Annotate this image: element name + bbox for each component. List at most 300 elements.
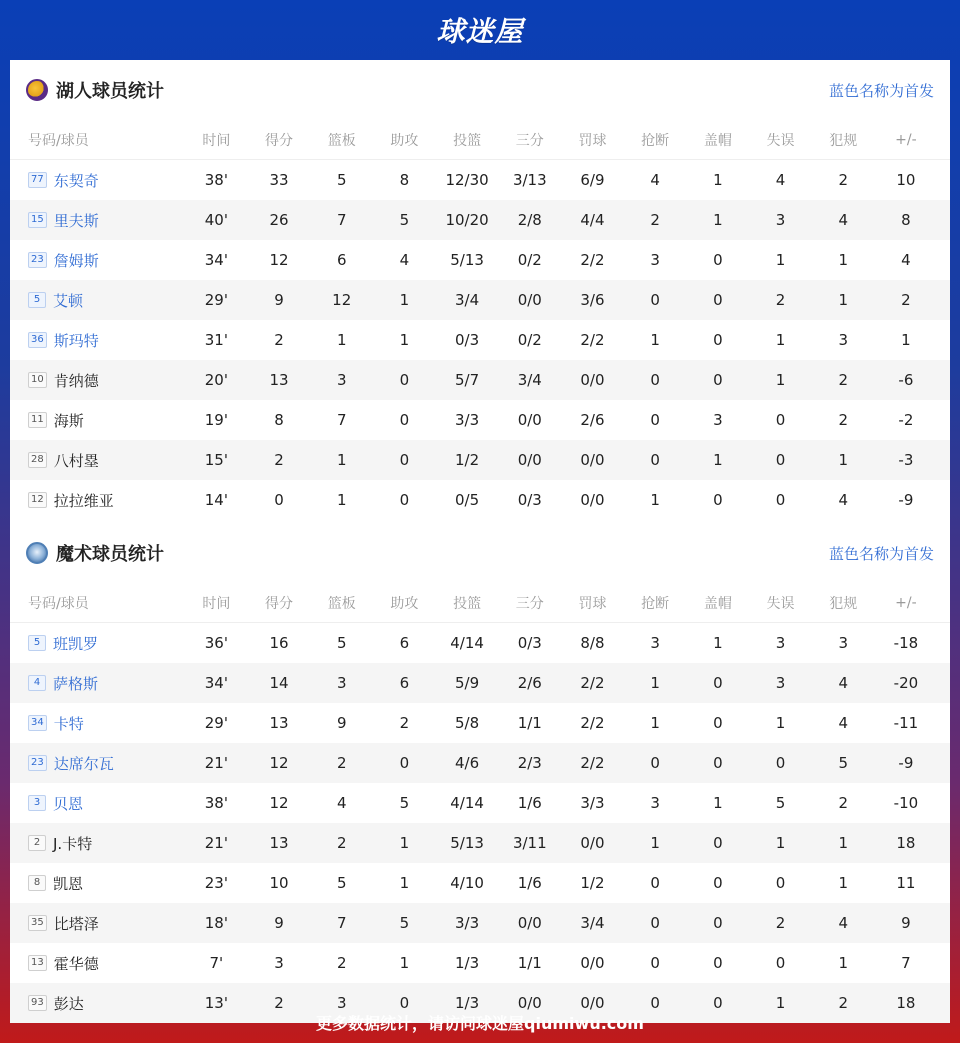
starter-legend-note: 蓝色名称为首发 <box>828 81 934 100</box>
stat-cell: 4 <box>838 914 848 932</box>
stat-cell: 29' <box>204 714 228 732</box>
stat-cell: 1 <box>713 794 723 812</box>
stat-cell: 1 <box>775 331 786 349</box>
stat-cell: 14 <box>269 674 289 692</box>
jersey-number-badge: 13 <box>28 955 47 971</box>
stat-cell: 5/8 <box>455 714 480 732</box>
stat-cell: 3/3 <box>580 794 605 812</box>
stat-cell: -10 <box>893 794 919 812</box>
column-header: 罚球 <box>578 595 607 612</box>
stat-cell: 3 <box>775 634 786 652</box>
stat-cell: 0 <box>399 491 410 509</box>
stats-panel <box>10 60 950 1013</box>
stat-cell: 16 <box>269 634 289 652</box>
column-header: 投篮 <box>453 132 482 149</box>
jersey-number-badge: 10 <box>28 372 47 388</box>
player-row[interactable] <box>10 943 950 983</box>
stat-cell: 34' <box>204 674 228 692</box>
stat-cell: 1 <box>650 674 660 692</box>
stat-cell: 2 <box>838 411 848 429</box>
player-row[interactable] <box>10 320 950 360</box>
stat-cell: 10 <box>896 171 916 189</box>
stat-cell: 1 <box>399 954 410 972</box>
stat-cell: 13 <box>269 714 289 732</box>
stat-cell: 0 <box>650 451 660 469</box>
stat-cell: 31' <box>204 331 228 349</box>
stat-cell: 0/2 <box>517 251 542 269</box>
stat-cell: 0/3 <box>517 634 542 652</box>
stat-cell: 5 <box>336 634 347 652</box>
stat-cell: 2 <box>336 754 347 772</box>
stat-cell: 2 <box>901 291 911 309</box>
stat-cell: 9 <box>274 291 284 309</box>
stat-cell: 13 <box>269 834 289 852</box>
stat-cell: 4 <box>838 211 848 229</box>
jersey-number-badge: 3 <box>28 795 46 811</box>
stat-cell: 0 <box>713 914 723 932</box>
footer-banner <box>0 1002 960 1043</box>
player-row[interactable] <box>10 663 950 703</box>
stat-cell: 0 <box>650 371 660 389</box>
player-cell <box>10 873 185 894</box>
player-row[interactable] <box>10 360 950 400</box>
stat-cell: 1/1 <box>517 954 542 972</box>
stat-cell: 8 <box>274 411 284 429</box>
column-header: 三分 <box>515 595 544 612</box>
stat-cell: 2/2 <box>580 251 605 269</box>
stat-cell: 0 <box>399 994 410 1012</box>
stat-cell: 0 <box>775 874 786 892</box>
stat-cell: 3/11 <box>512 834 547 852</box>
stat-cell: 5/7 <box>455 371 480 389</box>
player-name[interactable]: 比塔泽 <box>53 914 99 933</box>
column-header: 得分 <box>265 595 294 612</box>
player-name[interactable]: 拉拉维亚 <box>53 491 114 510</box>
player-row[interactable] <box>10 280 950 320</box>
stat-cell: 26 <box>269 211 289 229</box>
stat-cell: 8/8 <box>580 634 605 652</box>
player-name[interactable]: 贝恩 <box>53 794 84 813</box>
stat-cell: 0 <box>713 834 723 852</box>
stat-cell: 0 <box>713 754 723 772</box>
stat-cell: 0 <box>399 371 410 389</box>
stat-cell: 0 <box>650 954 660 972</box>
stat-cell: 12 <box>269 251 289 269</box>
stat-cell: 2 <box>838 371 848 389</box>
column-header: 得分 <box>265 132 294 149</box>
stat-cell: 4/10 <box>450 874 484 892</box>
site-logo[interactable]: 球迷屋 <box>436 15 524 48</box>
stat-cell: 0 <box>713 491 723 509</box>
player-row[interactable] <box>10 400 950 440</box>
player-name[interactable]: 班凯罗 <box>53 634 99 653</box>
stat-cell: 3 <box>838 331 848 349</box>
jersey-number-badge: 28 <box>28 452 47 468</box>
stat-cell: 1 <box>650 714 660 732</box>
section-header <box>10 60 950 120</box>
stat-cell: 34' <box>204 251 228 269</box>
stat-cell: 3/13 <box>512 171 547 189</box>
stat-cell: 2 <box>838 994 848 1012</box>
stat-cell: 4/4 <box>580 211 605 229</box>
stat-cell: 0 <box>650 291 660 309</box>
player-cell <box>10 410 185 431</box>
stat-cell: 21' <box>204 754 228 772</box>
stat-cell: 0 <box>713 291 723 309</box>
column-header: 号码/球员 <box>28 132 89 149</box>
stat-cell: 9 <box>274 914 284 932</box>
player-cell <box>10 673 185 694</box>
player-name[interactable]: J.卡特 <box>53 834 93 853</box>
stat-cell: 2/2 <box>580 331 605 349</box>
stat-cell: 1 <box>336 331 347 349</box>
stat-cell: 13 <box>269 371 289 389</box>
stat-cell: 0 <box>775 451 786 469</box>
stat-cell: 0 <box>650 914 660 932</box>
stat-cell: 8 <box>901 211 911 229</box>
stat-cell: 12 <box>332 291 352 309</box>
stat-cell: -9 <box>898 491 914 509</box>
stat-cell: 0/2 <box>517 331 542 349</box>
player-row[interactable] <box>10 623 950 663</box>
stat-cell: 12/30 <box>445 171 489 189</box>
stat-cell: 3 <box>713 411 723 429</box>
stat-cell: 0 <box>775 491 786 509</box>
jersey-number-badge: 11 <box>28 412 47 428</box>
column-header: 投篮 <box>453 595 482 612</box>
stat-cell: 3 <box>336 371 347 389</box>
player-name[interactable]: 卡特 <box>53 714 84 733</box>
stat-cell: 1 <box>650 331 660 349</box>
stat-cell: 15' <box>204 451 228 469</box>
stat-cell: -2 <box>898 411 914 429</box>
column-header: 篮板 <box>327 132 356 149</box>
player-row[interactable] <box>10 783 950 823</box>
section-title: 魔术球员统计 <box>56 544 164 565</box>
player-cell <box>10 633 185 654</box>
stat-cell: 4/14 <box>450 794 484 812</box>
stat-cell: 2 <box>336 834 347 852</box>
stat-cell: -9 <box>898 754 914 772</box>
stat-cell: 0/0 <box>580 491 605 509</box>
stat-cell: 1 <box>713 634 723 652</box>
stat-cell: 6 <box>399 634 410 652</box>
stat-cell: 0 <box>713 994 723 1012</box>
team-section <box>10 523 950 1023</box>
stat-cell: 4/6 <box>455 754 480 772</box>
stat-cell: 0/0 <box>517 291 542 309</box>
stat-cell: 7' <box>209 954 224 972</box>
stat-cell: 0 <box>775 411 786 429</box>
stat-cell: 38' <box>204 171 228 189</box>
stat-cell: 1 <box>775 834 786 852</box>
column-header: +/- <box>895 131 917 148</box>
player-name[interactable]: 八村塁 <box>53 451 99 470</box>
stat-cell: 1 <box>399 874 410 892</box>
column-header-row <box>10 583 950 623</box>
stat-cell: 0 <box>713 331 723 349</box>
player-cell <box>10 370 185 391</box>
player-name[interactable]: 霍华德 <box>53 954 99 973</box>
stat-cell: 3/4 <box>455 291 480 309</box>
stat-cell: 3 <box>838 634 848 652</box>
stat-cell: 7 <box>901 954 911 972</box>
stat-cell: 9 <box>336 714 347 732</box>
stat-cell: 9 <box>901 914 911 932</box>
stat-cell: 12 <box>269 794 289 812</box>
stat-cell: 0/3 <box>517 491 542 509</box>
stat-cell: 2 <box>775 914 786 932</box>
stat-cell: 4 <box>901 251 911 269</box>
stat-cell: 4 <box>838 491 848 509</box>
stat-cell: 4 <box>336 794 347 812</box>
stat-cell: 1 <box>399 331 410 349</box>
stat-cell: 2 <box>775 291 786 309</box>
stat-cell: 0/0 <box>517 451 542 469</box>
stat-cell: 0 <box>713 674 723 692</box>
jersey-number-badge: 23 <box>28 252 47 268</box>
stat-cell: 5/13 <box>450 251 484 269</box>
stat-cell: 7 <box>336 411 347 429</box>
stat-cell: 0/0 <box>517 411 542 429</box>
stat-cell: 10/20 <box>445 211 489 229</box>
stat-cell: 3 <box>775 674 786 692</box>
stat-cell: 2 <box>274 451 284 469</box>
stat-cell: 1 <box>713 171 723 189</box>
jersey-number-badge: 35 <box>28 915 47 931</box>
stat-cell: 0 <box>650 754 660 772</box>
stat-cell: 5 <box>399 914 410 932</box>
stat-cell: -3 <box>898 451 914 469</box>
column-header: 失误 <box>766 595 795 612</box>
stat-cell: 2 <box>838 794 848 812</box>
stat-cell: -20 <box>893 674 919 692</box>
jersey-number-badge: 93 <box>28 995 47 1011</box>
magic-logo-icon <box>26 542 48 564</box>
stat-cell: 1/6 <box>517 874 542 892</box>
stat-cell: 5/9 <box>455 674 480 692</box>
stat-cell: 38' <box>204 794 228 812</box>
player-name[interactable]: 艾顿 <box>53 291 84 310</box>
stat-cell: 1 <box>336 491 347 509</box>
stat-cell: 18 <box>896 994 916 1012</box>
player-cell <box>10 210 185 231</box>
jersey-number-badge: 8 <box>28 875 46 891</box>
stat-cell: 20' <box>204 371 228 389</box>
column-header: 三分 <box>515 132 544 149</box>
column-header: 失误 <box>766 132 795 149</box>
stat-cell: 6 <box>336 251 347 269</box>
player-cell <box>10 170 185 191</box>
player-name[interactable]: 里夫斯 <box>53 211 99 230</box>
jersey-number-badge: 2 <box>28 835 46 851</box>
stat-cell: 2/2 <box>580 714 605 732</box>
stat-cell: 0 <box>713 251 723 269</box>
stat-cell: -18 <box>893 634 919 652</box>
stat-cell: 0/0 <box>580 994 605 1012</box>
stat-cell: 2 <box>274 331 284 349</box>
player-name[interactable]: 海斯 <box>53 411 84 430</box>
team-section <box>10 60 950 523</box>
stat-cell: -11 <box>893 714 919 732</box>
player-row[interactable] <box>10 863 950 903</box>
stat-cell: 5 <box>838 754 848 772</box>
player-row[interactable] <box>10 823 950 863</box>
player-name[interactable]: 肯纳德 <box>53 371 99 390</box>
stat-cell: 5 <box>336 171 347 189</box>
stat-cell: 0/0 <box>580 371 605 389</box>
player-row[interactable] <box>10 200 950 240</box>
stat-cell: 1 <box>713 451 723 469</box>
column-header: 犯规 <box>829 132 858 149</box>
stat-cell: 0 <box>713 874 723 892</box>
column-header: 助攻 <box>390 595 419 612</box>
stat-cell: 36' <box>204 634 228 652</box>
section-title-group <box>26 540 164 566</box>
player-cell <box>10 953 185 974</box>
stat-cell: 0 <box>775 954 786 972</box>
stat-cell: 1 <box>336 451 347 469</box>
stat-cell: 0 <box>650 411 660 429</box>
stat-cell: 1 <box>838 954 848 972</box>
player-cell <box>10 833 185 854</box>
stat-cell: 12 <box>269 754 289 772</box>
stat-cell: 3 <box>274 954 284 972</box>
stat-cell: 0 <box>650 874 660 892</box>
player-cell <box>10 753 185 774</box>
player-name[interactable]: 达席尔瓦 <box>53 754 114 773</box>
stat-cell: 8 <box>399 171 410 189</box>
stat-cell: 40' <box>204 211 228 229</box>
stat-cell: 4 <box>650 171 660 189</box>
column-header: 时间 <box>202 595 231 612</box>
stat-cell: -6 <box>898 371 914 389</box>
player-row[interactable] <box>10 743 950 783</box>
stat-cell: 2 <box>838 171 848 189</box>
player-cell <box>10 450 185 471</box>
stat-cell: 2/2 <box>580 754 605 772</box>
stat-cell: 3 <box>650 251 660 269</box>
jersey-number-badge: 5 <box>28 635 46 651</box>
stat-cell: 19' <box>204 411 228 429</box>
stat-cell: 1 <box>399 291 410 309</box>
column-header: 时间 <box>202 132 231 149</box>
player-row[interactable] <box>10 480 950 520</box>
stat-cell: 0 <box>399 451 410 469</box>
player-row[interactable] <box>10 240 950 280</box>
stat-cell: 1/1 <box>517 714 542 732</box>
stat-cell: 2/3 <box>517 754 542 772</box>
stat-cell: 4 <box>838 674 848 692</box>
player-name[interactable]: 詹姆斯 <box>53 251 99 270</box>
stat-cell: 21' <box>204 834 228 852</box>
lakers-logo-icon <box>26 79 48 101</box>
player-cell <box>10 793 185 814</box>
player-cell <box>10 290 185 311</box>
stat-cell: 2/6 <box>517 674 542 692</box>
stat-cell: 2/2 <box>580 674 605 692</box>
stat-cell: 5 <box>399 794 410 812</box>
stat-cell: 13' <box>204 994 228 1012</box>
stat-cell: 2/8 <box>517 211 542 229</box>
column-header: 罚球 <box>578 132 607 149</box>
stat-cell: 0/0 <box>517 994 542 1012</box>
player-cell <box>10 250 185 271</box>
stat-cell: 1/6 <box>517 794 542 812</box>
section-title-group <box>26 77 164 103</box>
column-header: 抢断 <box>641 132 670 149</box>
player-cell <box>10 490 185 511</box>
stat-cell: 5/13 <box>450 834 484 852</box>
stat-cell: 3/4 <box>580 914 605 932</box>
stat-cell: 1/3 <box>455 994 480 1012</box>
stat-cell: 0/0 <box>517 914 542 932</box>
stat-cell: 1 <box>713 211 723 229</box>
stat-cell: 1 <box>775 251 786 269</box>
jersey-number-badge: 4 <box>28 675 46 691</box>
stat-cell: 18' <box>204 914 228 932</box>
player-row[interactable] <box>10 440 950 480</box>
stat-cell: 0 <box>713 371 723 389</box>
stat-cell: 1 <box>901 331 911 349</box>
jersey-number-badge: 15 <box>28 212 47 228</box>
stat-cell: 4/14 <box>450 634 484 652</box>
stat-cell: 0/3 <box>455 331 480 349</box>
player-cell <box>10 913 185 934</box>
stat-cell: 4 <box>775 171 786 189</box>
jersey-number-badge: 12 <box>28 492 47 508</box>
stat-cell: 1 <box>838 874 848 892</box>
player-row[interactable] <box>10 903 950 943</box>
jersey-number-badge: 5 <box>28 292 46 308</box>
stat-cell: 7 <box>336 914 347 932</box>
player-row[interactable] <box>10 160 950 200</box>
stat-cell: 3/4 <box>517 371 542 389</box>
stat-cell: 3 <box>650 794 660 812</box>
player-name[interactable]: 凯恩 <box>53 874 84 893</box>
jersey-number-badge: 77 <box>28 172 47 188</box>
player-name[interactable]: 东契奇 <box>53 171 99 190</box>
stat-cell: 6 <box>399 674 410 692</box>
stat-cell: 3/3 <box>455 914 480 932</box>
jersey-number-badge: 23 <box>28 755 47 771</box>
team-sections <box>10 60 950 1023</box>
stat-cell: 2 <box>336 954 347 972</box>
stat-cell: 0 <box>650 994 660 1012</box>
stat-cell: 4 <box>838 714 848 732</box>
stat-cell: 3 <box>336 994 347 1012</box>
column-header: 助攻 <box>390 132 419 149</box>
stat-cell: 18 <box>896 834 916 852</box>
stat-cell: 1 <box>838 451 848 469</box>
stat-cell: 0/0 <box>580 834 605 852</box>
stat-cell: 0 <box>399 754 410 772</box>
column-header-row <box>10 120 950 160</box>
stat-cell: 1 <box>775 994 786 1012</box>
section-title: 湖人球员统计 <box>56 81 164 102</box>
player-name[interactable]: 萨格斯 <box>53 674 99 693</box>
column-header: +/- <box>895 594 917 611</box>
footer-link[interactable]: 更多数据统计，请访问球迷屋qiumiwu.com <box>316 1014 644 1033</box>
stat-cell: 0/0 <box>580 954 605 972</box>
stat-cell: 29' <box>204 291 228 309</box>
stat-cell: 0 <box>274 491 284 509</box>
stat-cell: 4 <box>399 251 410 269</box>
stat-cell: 1 <box>775 371 786 389</box>
player-name[interactable]: 彭达 <box>53 994 84 1013</box>
player-row[interactable] <box>10 703 950 743</box>
player-name[interactable]: 斯玛特 <box>53 331 99 350</box>
